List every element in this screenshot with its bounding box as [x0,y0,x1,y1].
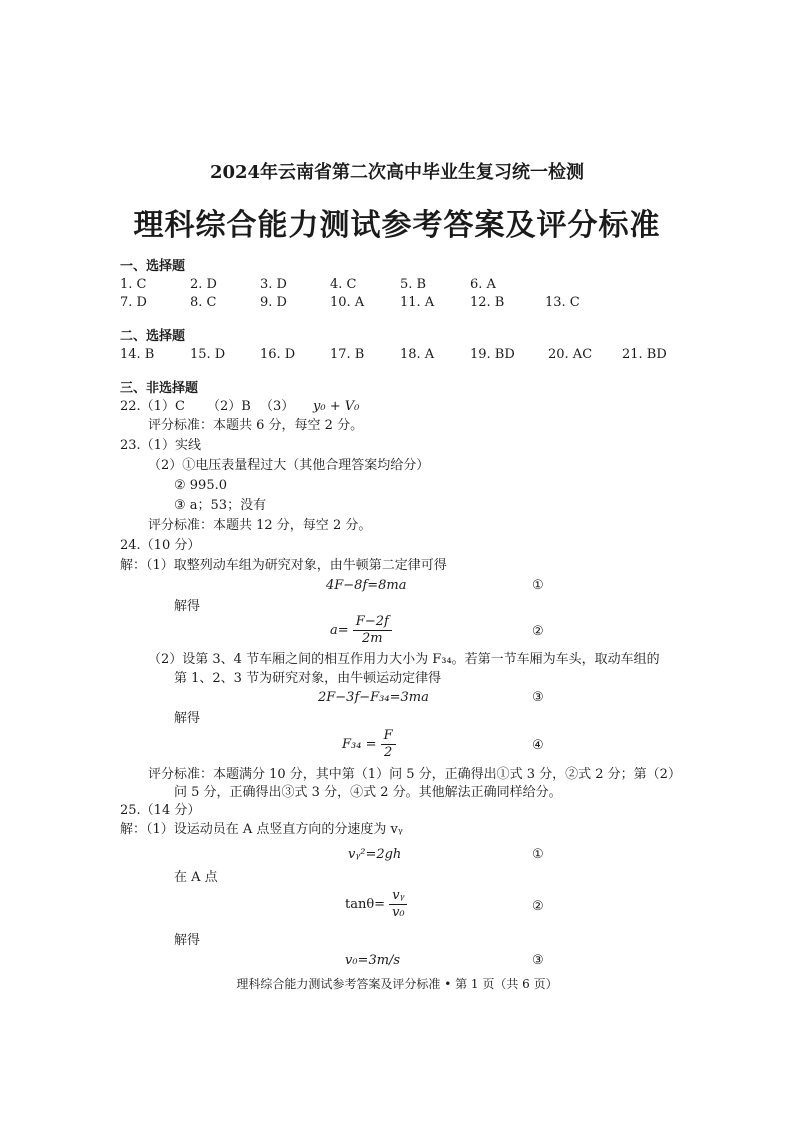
q23-line3: ② 995.0 [174,478,228,493]
answer-item: 14. B [120,347,155,362]
denominator: 2 [383,745,393,760]
answer-item: 12. B [470,295,505,310]
answer-item: 17. B [330,347,365,362]
section2-heading: 二、选择题 [120,329,186,344]
denominator: v₀ [392,905,405,920]
q24-part2-text-a: （2）设第 3、4 节车厢之间的相互作用力大小为 F₃₄。若第一节车厢为车头，取动车组的 [148,652,660,667]
q25-solve-label: 解得 [174,933,201,948]
answer-item: 2. D [190,277,217,292]
fraction [389,888,407,921]
answer-item: 21. BD [622,347,667,362]
equation-marker: ④ [532,738,544,753]
q24-heading: 24.（10 分） [120,538,201,553]
page-footer: 理科综合能力测试参考答案及评分标准 • 第 1 页（共 6 页） [236,977,558,991]
equation-marker: ② [532,899,544,914]
fraction [381,728,396,761]
section1-heading: 一、选择题 [120,259,186,274]
q24-score-line1: 评分标准：本题满分 10 分，其中第（1）问 5 分，正确得出①式 3 分，②式 2 分；第（2） [148,767,681,782]
q24-equation-2 [330,614,392,647]
q25-part1-text: 解：（1）设运动员在 A 点竖直方向的分速度为 vᵧ [120,822,403,837]
document-subtitle: 理科综合能力测试参考答案及评分标准 [133,208,661,243]
q24-equation-1: 4F−8f=8ma [326,578,407,593]
equation-marker: ③ [532,690,544,705]
answer-item: 1. C [120,277,147,292]
answer-item: 9. D [260,295,287,310]
q24-part1-text: 解：（1）取整列动车组为研究对象，由牛顿第二定律可得 [120,558,447,573]
q22-part3: （3） [260,399,295,414]
numerator: F−2f [353,614,392,631]
eq-lhs: a= [330,623,349,638]
q23-line4: ③ a；53；没有 [174,498,267,513]
q24-solve-label: 解得 [174,599,201,614]
q25-equation-3: v₀=3m/s [345,953,401,968]
answer-item: 11. A [400,295,435,310]
answer-item: 4. C [330,277,357,292]
q22-score: 评分标准：本题共 6 分，每空 2 分。 [148,418,364,433]
answer-item: 19. BD [470,347,515,362]
q23-line1: 23.（1）实线 [120,438,201,453]
q22-formula: y₀ + V₀ [313,399,360,414]
fraction [353,614,392,647]
q25-heading: 25.（14 分） [120,803,201,818]
equation-marker: ① [532,578,544,593]
answer-item: 16. D [260,347,296,362]
denominator: 2m [361,631,383,646]
equation-marker: ① [532,847,544,862]
q24-score-line2: 问 5 分，正确得出③式 3 分，④式 2 分。其他解法正确同样给分。 [174,785,562,800]
q24-part2-text-b: 第 1、2、3 节为研究对象，由牛顿运动定律得 [174,671,442,686]
q24-equation-3: 2F−3f−F₃₄=3ma [318,690,429,705]
numerator: F [381,728,396,745]
answer-item: 20. AC [548,347,593,362]
q25-equation-2 [345,888,407,921]
q25-equation-1: vᵧ²=2gh [348,847,402,862]
section3-heading: 三、非选择题 [120,381,199,396]
numerator: vᵧ [389,888,407,905]
answer-item: 3. D [260,277,287,292]
eq-lhs: F₃₄ = [342,737,377,752]
equation-marker: ③ [532,953,544,968]
equation-marker: ② [532,624,544,639]
answer-item: 8. C [190,295,217,310]
answer-item: 10. A [330,295,365,310]
answer-item: 7. D [120,295,147,310]
eq-lhs: tanθ= [345,897,386,912]
document-title: 2024年云南省第二次高中毕业生复习统一检测 [209,162,585,183]
q24-solve-label-2: 解得 [174,711,201,726]
q23-line2: （2）①电压表量程过大（其他合理答案均给分） [148,458,430,473]
answer-item: 15. D [190,347,226,362]
q22-part2: （2）B [207,399,251,414]
q24-equation-4 [342,728,396,761]
answer-item: 13. C [545,295,580,310]
q25-at-point-a: 在 A 点 [174,870,218,885]
q22-part1: 22.（1）C [120,399,185,414]
answer-item: 18. A [400,347,435,362]
answer-item: 5. B [400,277,427,292]
answer-item: 6. A [470,277,496,292]
q23-score: 评分标准：本题共 12 分，每空 2 分。 [148,518,372,533]
